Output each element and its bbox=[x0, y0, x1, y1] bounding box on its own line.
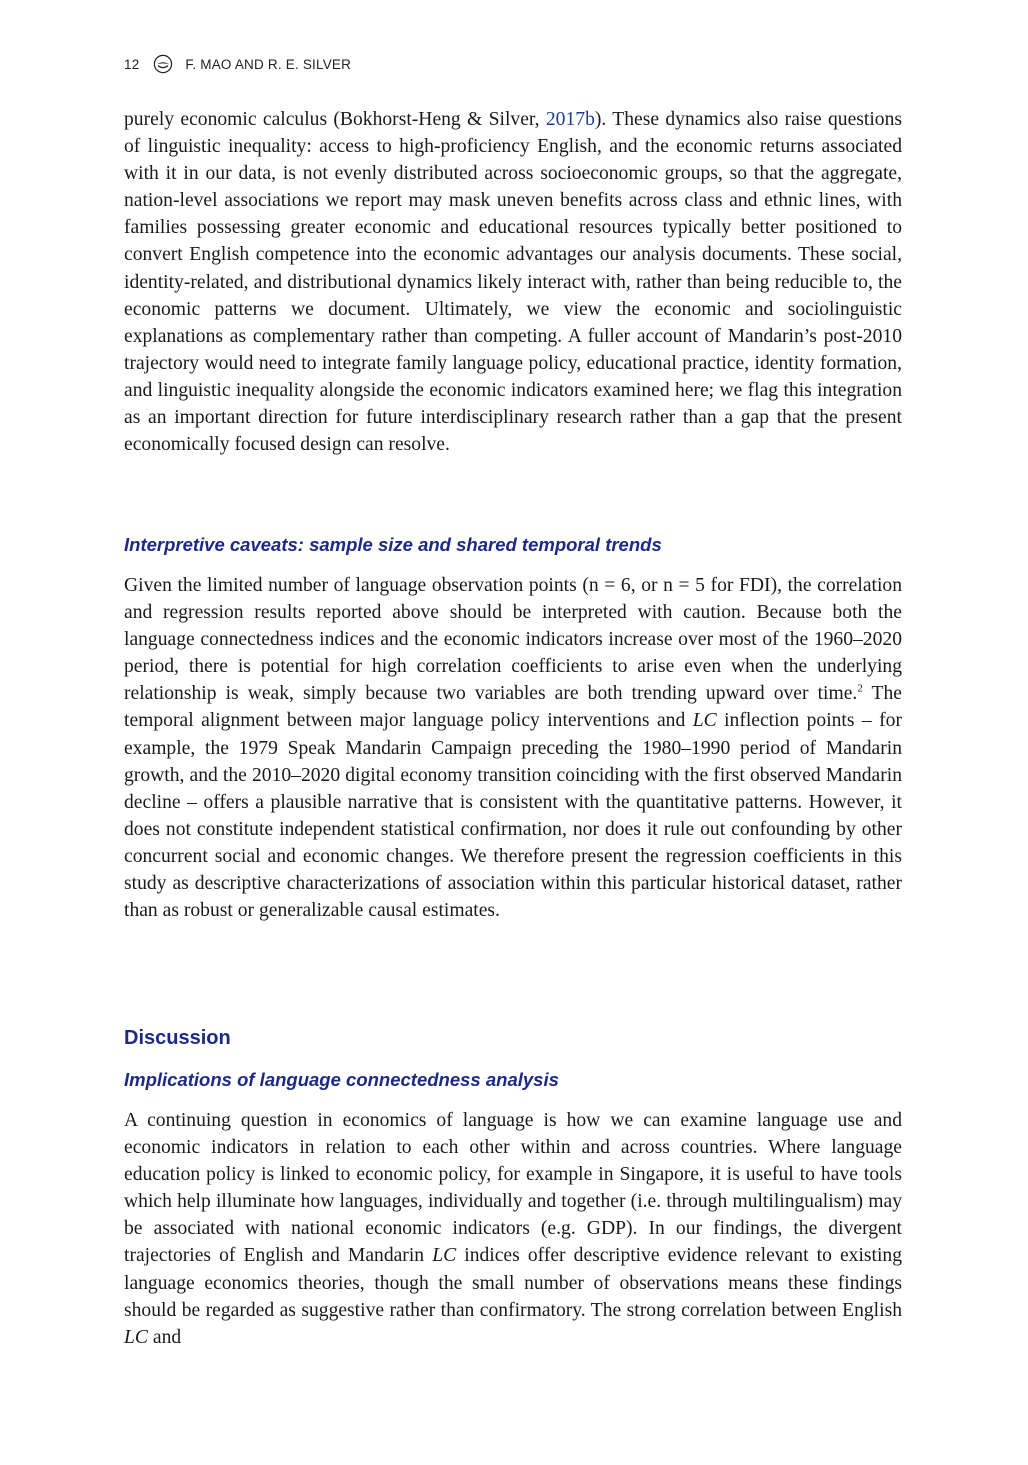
text-run: inflection points – for example, the 1979 Speak Mandarin Campaign preceding the 1980–1990 period of Mandarin growth, and the 2010–2020 digital economy transition coinciding with the first observed Mandarin decline – offers a plausible narrative that is consistent with the quantitative patterns. However, it does not constitute independent statistical confirmation, nor does it rule out confounding by other concurrent social and economic changes. We therefore present the regression coefficients in this study as descriptive characterizations of association within this particular historical dataset, rather than as robust or generalizable causal estimates. bbox=[124, 710, 902, 922]
text-run: indices offer descriptive evidence relevant to existing language economics theories, though the small number of observations means these findings should be regarded as suggestive rather than confirmatory. The strong correlation between English bbox=[124, 1245, 903, 1321]
implications-heading: Implications of language connectedness analysis bbox=[124, 1069, 559, 1090]
running-head-authors: F. MAO AND R. E. SILVER bbox=[185, 56, 352, 72]
caveats-heading: Interpretive caveats: sample size and shared temporal trends bbox=[124, 534, 662, 555]
running-head bbox=[124, 52, 351, 76]
footnote-marker[interactable]: 2 bbox=[857, 682, 863, 695]
implications-paragraph bbox=[124, 1107, 902, 1351]
lc-term: LC bbox=[124, 1326, 148, 1348]
publisher-logo-icon bbox=[153, 54, 173, 74]
lc-term: LC bbox=[692, 710, 717, 732]
text-run: and bbox=[147, 1326, 182, 1348]
page-number: 12 bbox=[124, 56, 140, 72]
text-run: Given the limited number of language observation points (n = 6, or n = 5 for FDI), the correlation and regression results reported above should be interpreted with caution. Because both the language connectedness indices and the economic indicators increase over most of the 1960–2020 period, there is potential for high correlation coefficients to arise even when the underlying relationship is weak, simply because two variables are both trending upward over time. bbox=[124, 575, 902, 705]
citation-link[interactable]: 2017b bbox=[545, 109, 595, 130]
paragraph-continuation bbox=[124, 106, 902, 458]
lc-term: LC bbox=[432, 1245, 457, 1267]
text-run: purely economic calculus (Bokhorst-Heng & Silver, bbox=[124, 109, 546, 130]
discussion-heading: Discussion bbox=[124, 1027, 231, 1049]
text-run: A continuing question in economics of language is how we can examine language use and economic indicators in relation to each other within and across countries. Where language education policy is linked to economic policy, for example in Singapore, it is useful to have tools which help illuminate how languages, individually and together (i.e. through multilingualism) may be associated with national economic indicators (e.g. GDP). In our findings, the divergent trajectories of English and Mandarin bbox=[124, 1110, 902, 1267]
caveats-paragraph bbox=[124, 572, 902, 924]
text-run: ). These dynamics also raise questions of linguistic inequality: access to high-proficiency English, and the economic returns associated with it in our data, is not evenly distributed across socioeconomic groups, so that the aggregate, nation-level associations we report may mask uneven benefits across class and ethnic lines, with families possessing greater economic and educational resources typically better positioned to convert English competence into the economic advantages our analysis documents. These social, identity-related, and distributional dynamics likely interact with, rather than being reducible to, the economic patterns we document. Ultimately, we view the economic and sociolinguistic explanations as complementary rather than competing. A fuller account of Mandarin’s post-2010 trajectory would need to integrate family language policy, educational practice, identity formation, and linguistic inequality alongside the economic indicators examined here; we flag this integration as an important direction for future interdisciplinary research rather than a gap that the present economically focused design can resolve. bbox=[124, 109, 903, 456]
text-run: The temporal alignment between major language policy interventions and bbox=[124, 683, 902, 732]
